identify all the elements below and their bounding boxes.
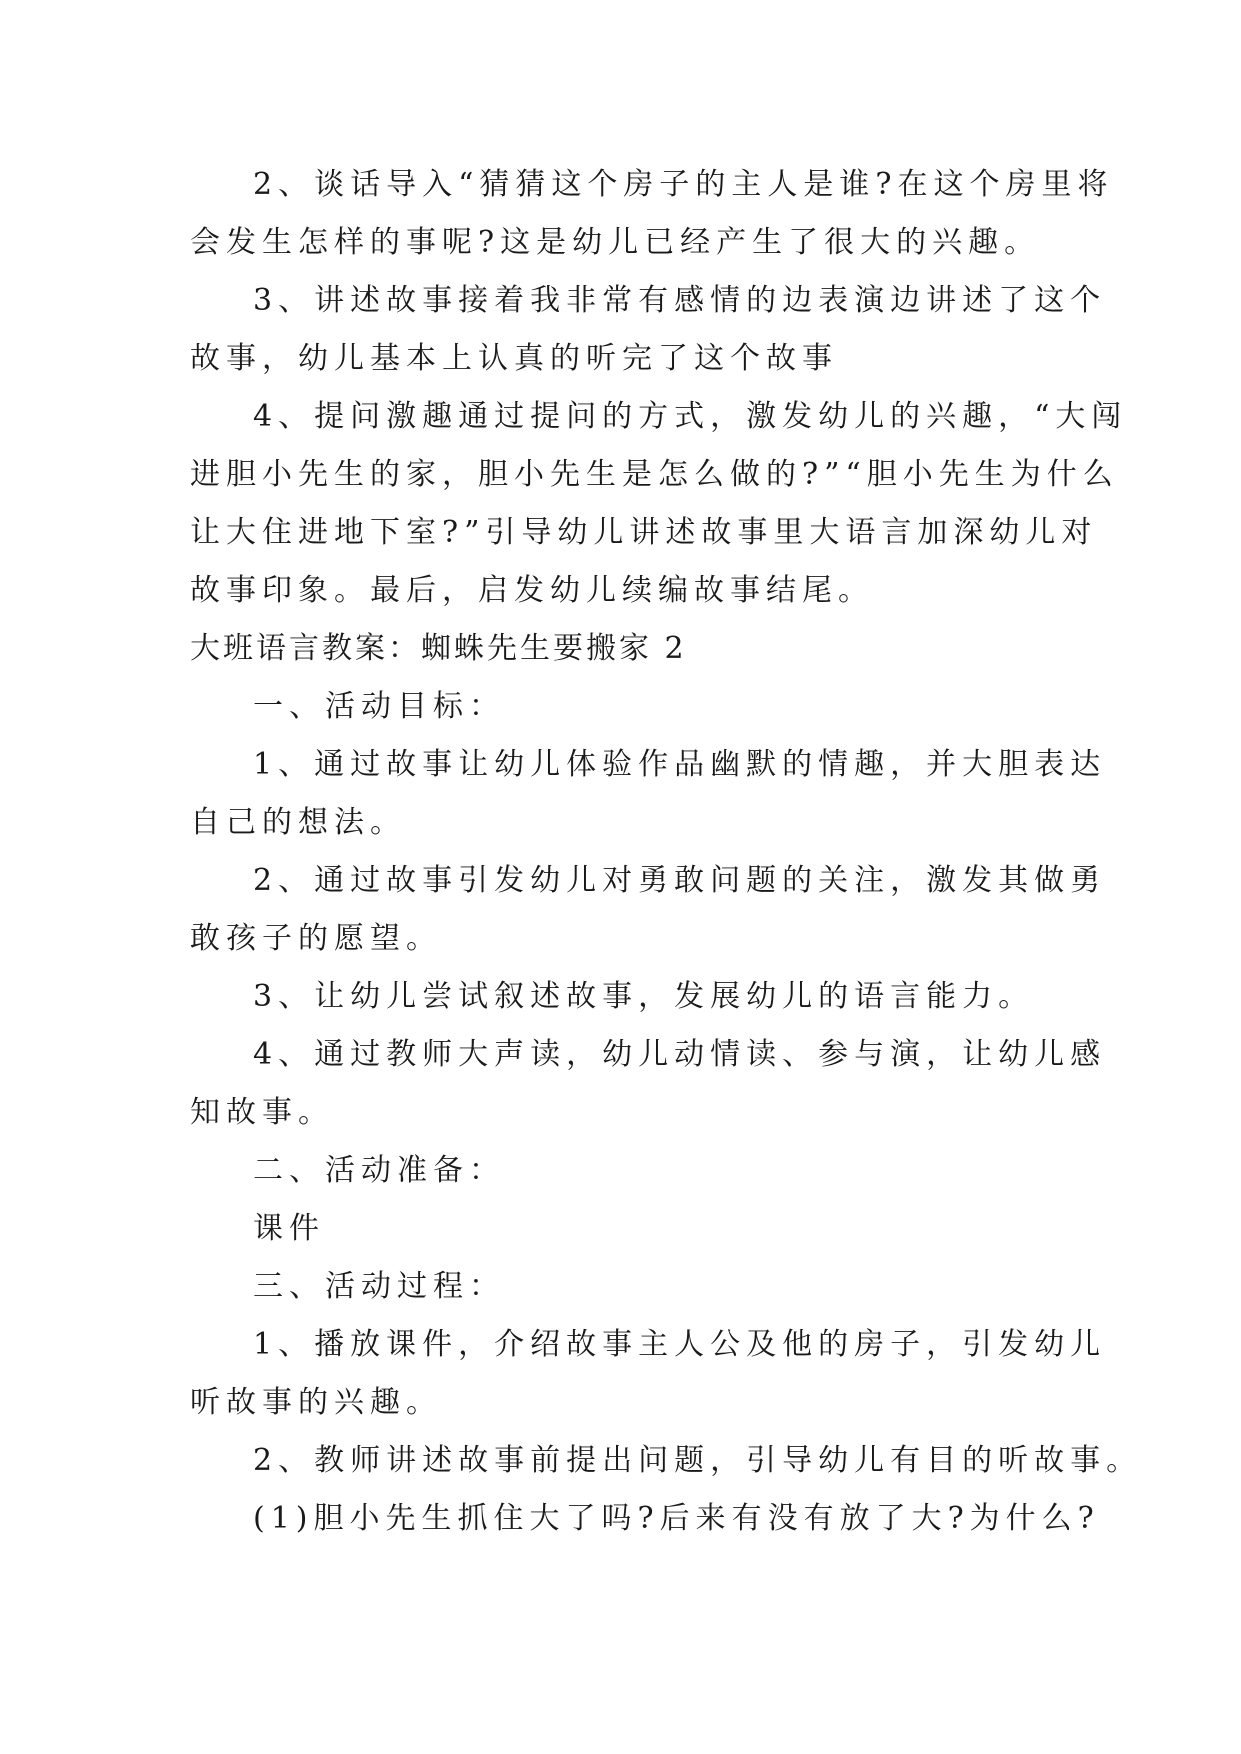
section-heading: 大班语言教案：蜘蛛先生要搬家 2 — [190, 631, 687, 666]
text-line: 一、活动目标： — [253, 689, 505, 724]
text-line: 敢孩子的愿望。 — [190, 921, 442, 956]
text-line: 故事，幼儿基本上认真的听完了这个故事 — [190, 341, 838, 376]
text-line: 4、提问激趣通过提问的方式，激发幼儿的兴趣，“大闯 — [253, 399, 1128, 434]
text-line: 让大住进地下室?”引导幼儿讲述故事里大语言加深幼儿对 — [190, 515, 1098, 550]
text-line: 自己的想法。 — [190, 805, 406, 840]
text-line: 三、活动过程： — [253, 1269, 505, 1304]
text-line: 课件 — [253, 1211, 325, 1246]
text-line: 1、通过故事让幼儿体验作品幽默的情趣，并大胆表达 — [253, 747, 1107, 782]
text-line: 听故事的兴趣。 — [190, 1385, 442, 1420]
text-line: 1、播放课件，介绍故事主人公及他的房子，引发幼儿 — [253, 1327, 1107, 1362]
text-line: 3、讲述故事接着我非常有感情的边表演边讲述了这个 — [253, 283, 1107, 318]
text-line: 2、教师讲述故事前提出问题，引导幼儿有目的听故事。 — [253, 1443, 1143, 1478]
text-line: 进胆小先生的家，胆小先生是怎么做的?”“胆小先生为什么 — [190, 457, 1119, 492]
text-line: 4、通过教师大声读，幼儿动情读、参与演，让幼儿感 — [253, 1037, 1107, 1072]
text-line: 会发生怎样的事呢?这是幼儿已经产生了很大的兴趣。 — [190, 225, 1041, 260]
text-line: 知故事。 — [190, 1095, 334, 1130]
text-line: 故事印象。最后，启发幼儿续编故事结尾。 — [190, 573, 874, 608]
text-line: 3、让幼儿尝试叙述故事，发展幼儿的语言能力。 — [253, 979, 1035, 1014]
text-line: 二、活动准备： — [253, 1153, 505, 1188]
text-line: (1)胆小先生抓住大了吗?后来有没有放了大?为什么? — [253, 1501, 1100, 1536]
text-line: 2、通过故事引发幼儿对勇敢问题的关注，激发其做勇 — [253, 863, 1107, 898]
text-line: 2、谈话导入“猜猜这个房子的主人是谁?在这个房里将 — [253, 167, 1114, 202]
